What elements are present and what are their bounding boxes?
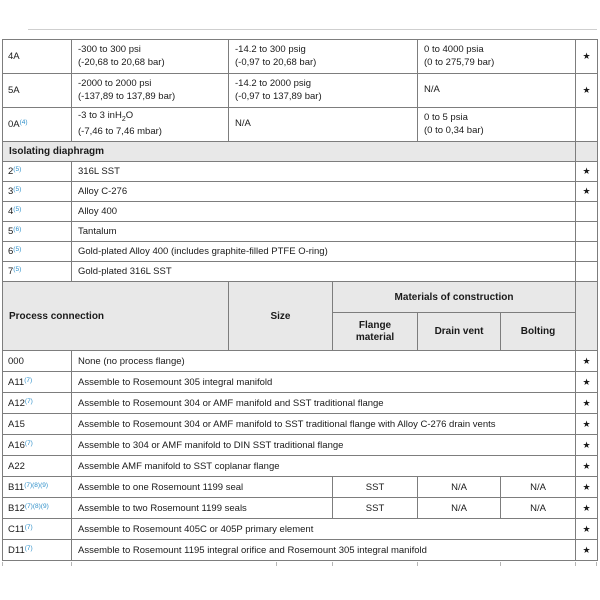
option-code-cell — [3, 498, 72, 519]
option-code-cell — [3, 372, 72, 393]
footnote-ref[interactable]: (5) — [13, 266, 22, 273]
option-description: Assemble to Rosemount 405C or 405P primary element — [72, 519, 576, 540]
footnote-ref[interactable]: (5) — [13, 166, 22, 173]
footnote-ref[interactable]: (7) — [24, 544, 33, 552]
range-line: (0 to 0,34 bar) — [424, 124, 484, 136]
range-cell — [418, 108, 576, 142]
table-row-iso-7 — [3, 262, 598, 282]
column-header-flange-material: Flange material — [333, 313, 418, 351]
range-line: (-0,97 to 20,68 bar) — [235, 56, 317, 68]
table-row-5a — [3, 74, 598, 108]
bolting-value: N/A — [501, 477, 576, 498]
range-cell — [72, 108, 229, 142]
section-header-star-cell — [576, 142, 598, 162]
range-line: -14.2 to 300 psig — [235, 44, 306, 55]
option-code-cell — [3, 393, 72, 414]
option-description: Alloy 400 — [72, 202, 576, 222]
option-description: Assemble to Rosemount 304 or AMF manifold and SST traditional flange — [72, 393, 576, 414]
table-row-a12 — [3, 393, 598, 414]
option-code-cell — [3, 162, 72, 182]
star-marker: ★ — [576, 435, 598, 456]
star-marker — [576, 202, 598, 222]
cropped-row-border — [500, 562, 501, 566]
option-code: 000 — [8, 355, 24, 367]
option-description: Gold-plated Alloy 400 (includes graphite-filled PTFE O-ring) — [72, 242, 576, 262]
footnote-ref[interactable]: (6) — [13, 226, 22, 233]
range-line: N/A — [235, 118, 251, 130]
footnote-ref[interactable]: (7) — [24, 523, 33, 531]
cropped-row-border — [417, 562, 418, 566]
star-marker: ★ — [576, 40, 598, 74]
option-code-cell — [3, 456, 72, 477]
option-code-cell — [3, 262, 72, 282]
table-row-iso-2 — [3, 162, 598, 182]
star-marker: ★ — [576, 414, 598, 435]
range-line — [78, 110, 226, 126]
column-header-drain-vent: Drain vent — [418, 313, 501, 351]
range-line: (-20,68 to 20,68 bar) — [78, 56, 165, 68]
bolting-value: N/A — [501, 498, 576, 519]
range-cell — [229, 74, 418, 108]
option-code: A22 — [8, 460, 25, 472]
footnote-ref[interactable]: (4) — [19, 119, 28, 126]
star-marker: ★ — [576, 182, 598, 202]
drain-vent-value: N/A — [418, 477, 501, 498]
cropped-row-border — [2, 562, 3, 566]
option-description: Alloy C-276 — [72, 182, 576, 202]
option-code: 5A — [8, 85, 20, 96]
range-line: 0 to 4000 psia — [424, 44, 484, 55]
option-code-cell — [3, 242, 72, 262]
footnote-ref[interactable]: (7) — [24, 439, 33, 447]
option-code-cell — [3, 202, 72, 222]
range-text: -3 to 3 inH — [78, 110, 122, 122]
table-row-iso-3 — [3, 182, 598, 202]
option-code: 7 — [8, 266, 14, 277]
option-description: Tantalum — [72, 222, 576, 242]
cropped-row-border — [575, 562, 576, 566]
footnote-ref[interactable]: (7)(8)(9) — [24, 481, 49, 489]
footnote-ref[interactable]: (7) — [24, 376, 33, 384]
table-row-d11 — [3, 540, 598, 561]
option-description: Assemble to one Rosemount 1199 seal — [72, 477, 333, 498]
range-line: 0 to 5 psia — [424, 112, 468, 123]
range-cell — [72, 74, 229, 108]
option-description: Assemble to Rosemount 304 or AMF manifold to SST traditional flange with Alloy C-276 drain vents — [72, 414, 576, 435]
option-description: Assemble AMF manifold to SST coplanar flange — [72, 456, 576, 477]
table-row-iso-4 — [3, 202, 598, 222]
option-code-cell — [3, 351, 72, 372]
table-row-a16 — [3, 435, 598, 456]
table-row-iso-6 — [3, 242, 598, 262]
section-header-row — [3, 142, 598, 162]
range-cell — [229, 40, 418, 74]
section-title: Process connection — [3, 282, 229, 351]
option-code-cell — [3, 40, 72, 74]
range-cell — [418, 74, 576, 108]
section-title: Isolating diaphragm — [3, 142, 576, 162]
ordering-table — [2, 39, 598, 561]
option-code: A12 — [8, 397, 25, 409]
option-code: B11 — [8, 481, 25, 493]
option-description: 316L SST — [72, 162, 576, 182]
table-row-a11 — [3, 372, 598, 393]
option-description: Assemble to two Rosemount 1199 seals — [72, 498, 333, 519]
table-row-c11 — [3, 519, 598, 540]
star-marker: ★ — [576, 74, 598, 108]
footnote-ref[interactable]: (5) — [13, 206, 22, 213]
option-code-cell — [3, 108, 72, 142]
table-row-000 — [3, 351, 598, 372]
range-line: (0 to 275,79 bar) — [424, 56, 495, 68]
table-row-a22 — [3, 456, 598, 477]
range-cell — [229, 108, 418, 142]
option-code: 0A — [8, 119, 20, 130]
range-cell — [72, 40, 229, 74]
option-code-cell — [3, 222, 72, 242]
range-line: (-7,46 to 7,46 mbar) — [78, 126, 162, 138]
option-code: A15 — [8, 418, 25, 430]
option-code: B12 — [8, 502, 25, 514]
section-header-star-cell — [576, 282, 598, 351]
table-row-iso-5 — [3, 222, 598, 242]
option-code: A16 — [8, 439, 25, 451]
page-crop-divider — [28, 29, 597, 30]
option-code-cell — [3, 74, 72, 108]
table-row-a15 — [3, 414, 598, 435]
option-code: 4 — [8, 206, 14, 217]
star-marker: ★ — [576, 372, 598, 393]
option-code-cell — [3, 414, 72, 435]
option-code: 4A — [8, 51, 20, 62]
column-header-bolting: Bolting — [501, 313, 576, 351]
range-cell — [418, 40, 576, 74]
table-row-0a — [3, 108, 598, 142]
option-code-cell — [3, 519, 72, 540]
range-line: -14.2 to 2000 psig — [235, 78, 312, 89]
column-header-size: Size — [229, 282, 333, 351]
range-line: -2000 to 2000 psi — [78, 78, 152, 89]
star-marker — [576, 242, 598, 262]
star-marker: ★ — [576, 393, 598, 414]
cropped-row-border — [596, 562, 597, 566]
option-code-cell — [3, 435, 72, 456]
drain-vent-value: N/A — [418, 498, 501, 519]
section-header-row — [3, 282, 598, 313]
star-marker: ★ — [576, 351, 598, 372]
option-description: Assemble to Rosemount 305 integral manifold — [72, 372, 576, 393]
option-code: 3 — [8, 186, 14, 197]
footnote-ref[interactable]: (7)(8)(9) — [24, 502, 49, 510]
star-marker — [576, 108, 598, 142]
option-code: 6 — [8, 246, 14, 257]
table-row-b12 — [3, 498, 598, 519]
footnote-ref[interactable]: (5) — [13, 246, 22, 253]
range-line: -300 to 300 psi — [78, 44, 141, 55]
star-marker — [576, 222, 598, 242]
range-line: (-0,97 to 137,89 bar) — [235, 90, 322, 102]
star-marker: ★ — [576, 456, 598, 477]
table-row-b11 — [3, 477, 598, 498]
footnote-ref[interactable]: (7) — [24, 397, 33, 405]
footnote-ref[interactable]: (5) — [13, 186, 22, 193]
star-marker: ★ — [576, 162, 598, 182]
table-row-4a — [3, 40, 598, 74]
star-marker — [576, 262, 598, 282]
cropped-row-border — [276, 562, 277, 566]
star-marker: ★ — [576, 519, 598, 540]
range-line: (-137,89 to 137,89 bar) — [78, 90, 176, 102]
star-marker: ★ — [576, 498, 598, 519]
cropped-row-border — [71, 562, 72, 566]
option-code: D11 — [8, 544, 25, 556]
option-description: Assemble to Rosemount 1195 integral orifice and Rosemount 305 integral manifold — [72, 540, 576, 561]
flange-material-value: SST — [333, 498, 418, 519]
option-code-cell — [3, 182, 72, 202]
subscript: 2 — [121, 115, 126, 123]
range-text: O — [125, 110, 134, 122]
option-code: 2 — [8, 166, 14, 177]
option-code: C11 — [8, 523, 25, 535]
cropped-row-border — [332, 562, 333, 566]
star-marker: ★ — [576, 477, 598, 498]
option-description: None (no process flange) — [72, 351, 576, 372]
option-code: 5 — [8, 226, 14, 237]
option-code: A11 — [8, 376, 25, 388]
star-marker: ★ — [576, 540, 598, 561]
option-code-cell — [3, 477, 72, 498]
range-line: N/A — [424, 84, 440, 96]
option-code-cell — [3, 540, 72, 561]
flange-material-value: SST — [333, 477, 418, 498]
option-description: Assemble to 304 or AMF manifold to DIN SST traditional flange — [72, 435, 576, 456]
column-header-materials: Materials of construction — [333, 282, 576, 313]
option-description: Gold-plated 316L SST — [72, 262, 576, 282]
